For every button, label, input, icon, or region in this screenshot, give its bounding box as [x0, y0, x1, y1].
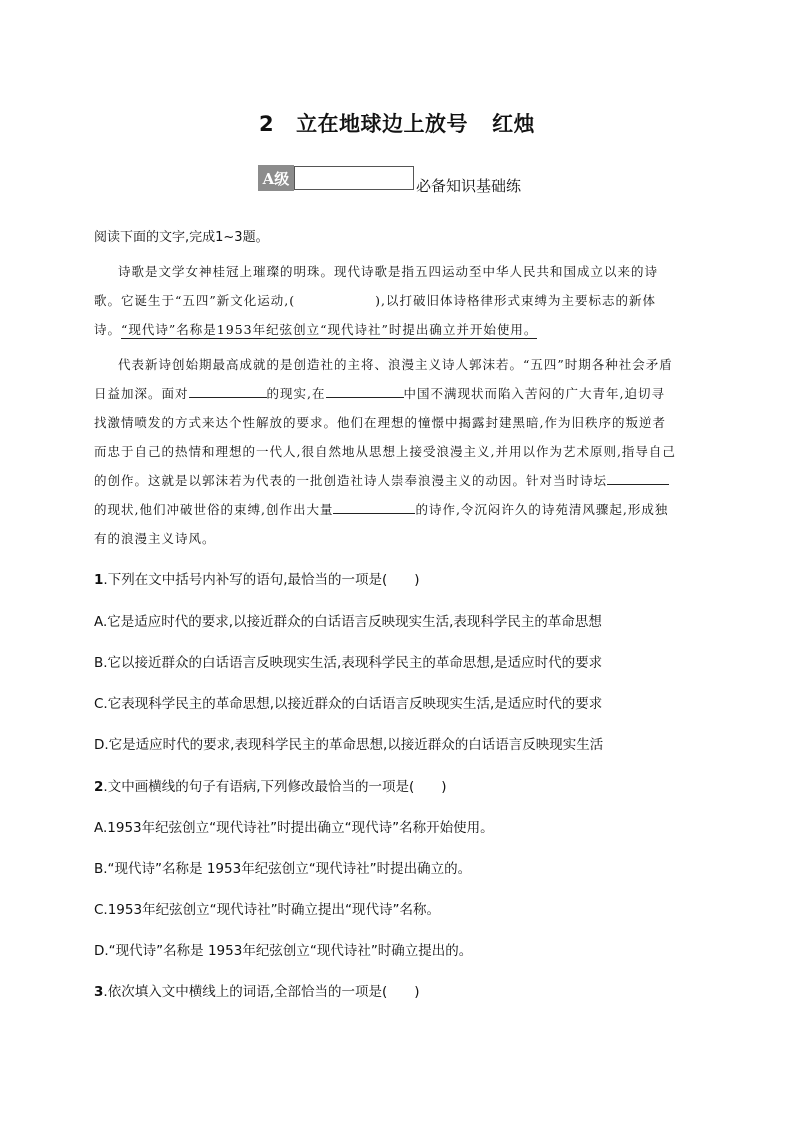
passage-line: 找激情喷发的方式来达个性解放的要求。他们在理想的憧憬中揭露封建黑暗,作为旧秩序的叛逆者: [94, 415, 666, 430]
option-1a[interactable]: A.它是适应时代的要求,以接近群众的白话语言反映现实生活,表现科学民主的革命思想: [94, 614, 602, 630]
passage-line: 日益加深。面对 的现实,在 中国不满现状而陷入苦闷的广大青年,迫切寻: [94, 386, 665, 401]
question-3: 3.依次填入文中横线上的词语,全部恰当的一项是( ): [94, 984, 420, 1000]
fill-blank: [333, 501, 415, 514]
instruction: 阅读下面的文字,完成1~3题。: [94, 230, 269, 245]
passage-line: 代表新诗创始期最高成就的是创造社的主将、浪漫主义诗人郭沫若。“五四”时期各种社会矛盾: [118, 357, 673, 372]
passage-line: 有的浪漫主义诗风。: [94, 531, 216, 546]
passage-line: 歌。它诞生于“五四”新文化运动,( ),以打破旧体诗格律形式束缚为主要标志的新体: [94, 293, 656, 308]
level-header: [258, 164, 522, 195]
option-2c[interactable]: C.1953年纪弦创立“现代诗社”时确立提出“现代诗”名称。: [94, 902, 441, 918]
option-1d[interactable]: D.它是适应时代的要求,表现科学民主的革命思想,以接近群众的白话语言反映现实生活: [94, 737, 604, 753]
option-1c[interactable]: C.它表现科学民主的革命思想,以接近群众的白话语言反映现实生活,是适应时代的要求: [94, 696, 603, 712]
passage-line: 的现状,他们冲破世俗的束缚,创作出大量 的诗作,令沉闷许久的诗苑清风骤起,形成独: [94, 502, 669, 517]
question-1: 1.下列在文中括号内补写的语句,最恰当的一项是( ): [94, 572, 420, 588]
lesson-number: 2: [258, 112, 275, 136]
fill-blank: [189, 385, 267, 398]
passage-line: 而忠于自己的热情和理想的一代人,很自然地从思想上接受浪漫主义,并用以作为艺术原则,指导自己: [94, 444, 676, 459]
option-2b[interactable]: B.“现代诗”名称是 1953年纪弦创立“现代诗社”时提出确立的。: [94, 861, 472, 877]
option-2d[interactable]: D.“现代诗”名称是 1953年纪弦创立“现代诗社”时确立提出的。: [94, 943, 473, 959]
fill-blank: [607, 472, 669, 485]
lesson-author: 红烛: [492, 112, 536, 136]
passage-line: 的创作。这就是以郭沫若为代表的一批创造社诗人崇奉浪漫主义的动因。针对当时诗坛: [94, 471, 669, 489]
level-tag: A级: [258, 165, 294, 191]
option-2a[interactable]: A.1953年纪弦创立“现代诗社”时提出确立“现代诗”名称开始使用。: [94, 820, 494, 836]
passage-line: 诗歌是文学女神桂冠上璀璨的明珠。现代诗歌是指五四运动至中华人民共和国成立以来的诗: [118, 264, 659, 279]
underlined-sentence: “现代诗”名称是1953年纪弦创立“现代诗社”时提出确立并开始使用。: [121, 322, 538, 337]
passage-line: 诗。“现代诗”名称是1953年纪弦创立“现代诗社”时提出确立并开始使用。: [94, 322, 538, 337]
page-title: [0, 108, 794, 138]
level-label: 必备知识基础练: [416, 176, 522, 195]
level-box: [294, 166, 414, 190]
question-2: 2.文中画横线的句子有语病,下列修改最恰当的一项是( ): [94, 779, 447, 795]
fill-blank: [326, 385, 404, 398]
lesson-title: 立在地球边上放号: [296, 112, 469, 136]
option-1b[interactable]: B.它以接近群众的白话语言反映现实生活,表现科学民主的革命思想,是适应时代的要求: [94, 655, 603, 671]
